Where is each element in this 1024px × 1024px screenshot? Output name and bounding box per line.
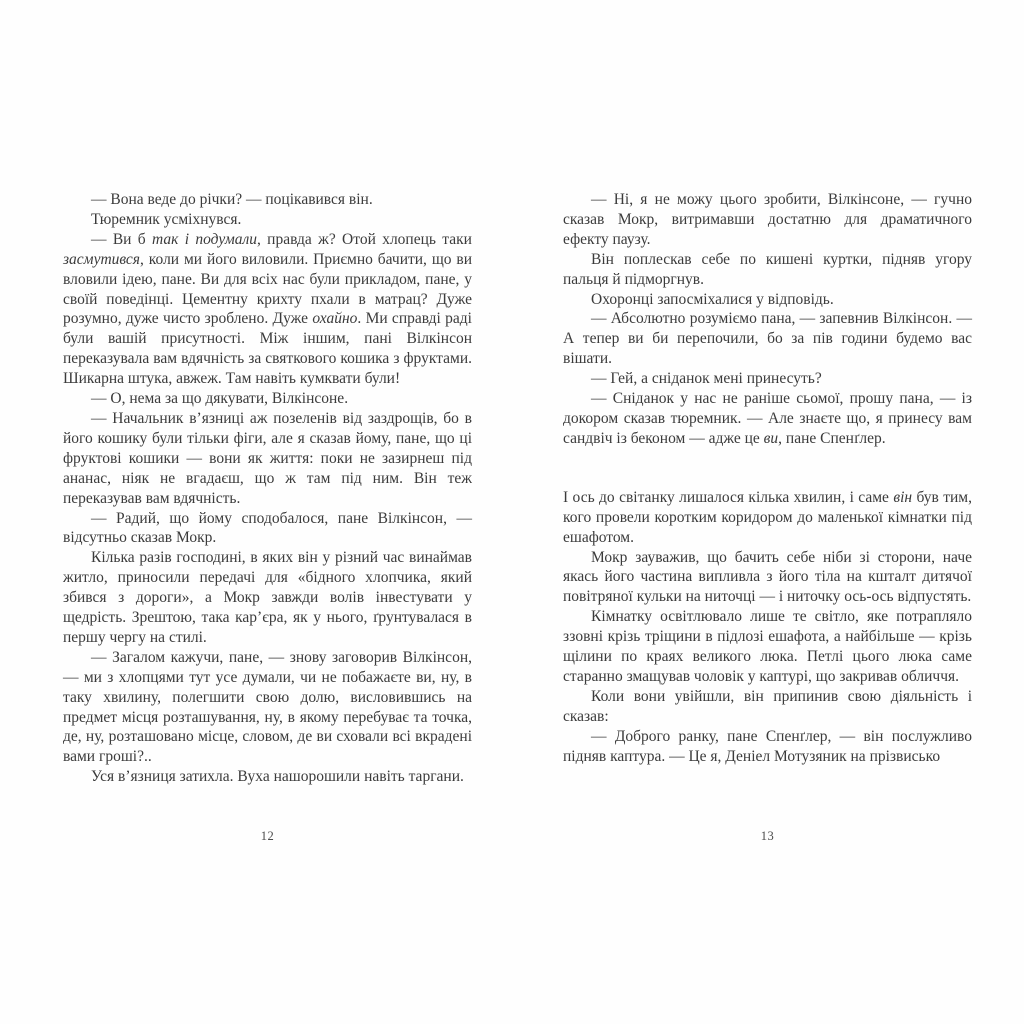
italic-text-run: охайно — [312, 310, 358, 328]
paragraph — [63, 409, 472, 509]
paragraph — [63, 648, 472, 767]
text-run: — Ні, я не можу цього зробити, Вілкінсоне, — гучно сказав Мокр, витримавши достатню для драматичного ефекту паузу. — [563, 191, 972, 248]
page-number-right: 13 — [760, 829, 775, 843]
paragraph — [563, 309, 972, 369]
text-run: Він поплескав себе по кишені куртки, підняв угору пальця й підморгнув. — [563, 250, 972, 288]
text-run: — Доброго ранку, пане Спенґлер, — він послужливо підняв каптура. — Це я, Деніел Мотузяник на прізвисько — [563, 727, 972, 765]
text-run: — О, нема за що дякувати, Вілкінсоне. — [91, 390, 349, 408]
text-run: Коли вони увійшли, він припинив свою діяльність і сказав: — [563, 687, 972, 725]
paragraph — [63, 190, 472, 210]
paragraph — [63, 210, 472, 230]
paragraph — [63, 230, 472, 389]
text-run: , правда ж? Отой хлопець таки — [256, 230, 472, 248]
paragraph — [563, 727, 972, 767]
paragraph — [563, 687, 972, 727]
text-run: — Гей, а сніданок мені принесуть? — [591, 370, 822, 388]
italic-text-run: він — [893, 488, 913, 506]
paragraph — [563, 290, 972, 310]
text-run: . Ми справді раді були вашій присутності. Між іншим, пані Вілкінсон переказувала вам вдячність за святкового кошика з фруктами. Шикарна штука, авжеж. Там навіть кумквати були! — [63, 310, 472, 388]
text-run: Кімнатку освітлювало лише те світло, яке потрапляло ззовні крізь тріщини в підлозі ешафота, а найбільше — крізь щілини по краях великого люка. Петлі цього люка саме старанно змащував чоловік у каптурі, що закривав обличчя. — [563, 608, 972, 685]
paragraph — [63, 767, 472, 787]
text-run: Охоронці запосміхалися у відповідь. — [591, 290, 834, 308]
text-run: — Абсолютно розуміємо пана, — запевнив Вілкінсон. — А тепер ви би перепочили, бо за пів години будемо вас вішати. — [563, 310, 972, 368]
text-run: І ось до світанку лишалося кілька хвилин, і саме — [563, 488, 894, 506]
paragraph — [563, 607, 972, 687]
text-run: був тим, кого провели коротким коридором до маленької кімнатки під ешафотом. — [563, 488, 972, 546]
paragraph — [563, 488, 972, 548]
italic-text-run: засмутився — [63, 250, 141, 268]
text-run: — Вона веде до річки? — поцікавився він. — [91, 191, 373, 208]
text-run: — Загалом кажучи, пане, — знову заговорив Вілкінсон, — ми з хлопцями тут усе думали, чи не побажаєте ви, ну, в таку хвилину, полегшити свою долю, висловившись на предмет місця розташування, ну, в якому перебуває та точка, де, ну, розташовано місце, словом, де ви сховали всі вкрадені вами гроші?.. — [63, 648, 472, 766]
paragraph — [563, 190, 972, 250]
text-run: — Радий, що йому сподобалося, пане Вілкінсон, — відсутньо сказав Мокр. — [63, 509, 472, 547]
text-run: Уся в’язниця затихла. Вуха нашорошили навіть таргани. — [91, 768, 464, 786]
paragraph — [63, 509, 472, 549]
text-run: — Начальник в’язниці аж позеленів від заздрощів, бо в його кошику були тільки фіги, але я сказав йому, пане, що ці фруктові кошики — вони як життя: поки не зазирнеш під ананас, ніяк не вгадаєш, що ж там під ним. Він теж переказував вам вдячність. — [63, 409, 472, 507]
italic-text-run: ви — [763, 429, 779, 447]
page-13-text-column — [563, 190, 972, 766]
text-run: Мокр зауважив, що бачить себе ніби зі сторони, наче якась його частина випливла з його тіла на кшталт дитячої повітряної кульки на ниточці — і ниточку ось-ось відпустять. — [563, 548, 972, 606]
paragraph — [563, 250, 972, 290]
paragraph — [63, 389, 472, 409]
text-run: Тюремник усміхнувся. — [91, 210, 242, 228]
text-run: — Сніданок у нас не раніше сьомої, прошу пана, — із докором сказав тюремник. — Але знаєте що, я принесу вам сандвіч із беконом — адже це — [563, 390, 972, 447]
italic-text-run: так і подумали — [152, 230, 257, 248]
page-number-left: 12 — [260, 829, 275, 843]
text-run: — Ви б — [91, 230, 153, 248]
paragraph — [63, 548, 472, 648]
text-run: , пане Спенґлер. — [778, 429, 886, 447]
text-run: Кілька разів господині, в яких він у різний час винаймав житло, приносили передачі для «бідного хлопчика, який збився з дороги», а Мокр завжди волів інвестувати у щедрість. Зрештою, така кар’єра, як у нього, ґрунтувалася в першу чергу на стилі. — [63, 549, 472, 646]
paragraph — [563, 389, 972, 449]
paragraph — [563, 548, 972, 608]
text-run: , коли ми його виловили. Приємно бачити, що ви вловили ідею, пане. Ви для всіх нас були прикладом, пане, у своїй поведінці. Цементну крихту пхали в матрац? Дуже розумно, дуже чисто зроблено. Дуже — [63, 250, 472, 328]
page-12-text-column — [63, 190, 472, 787]
paragraph — [563, 369, 972, 389]
